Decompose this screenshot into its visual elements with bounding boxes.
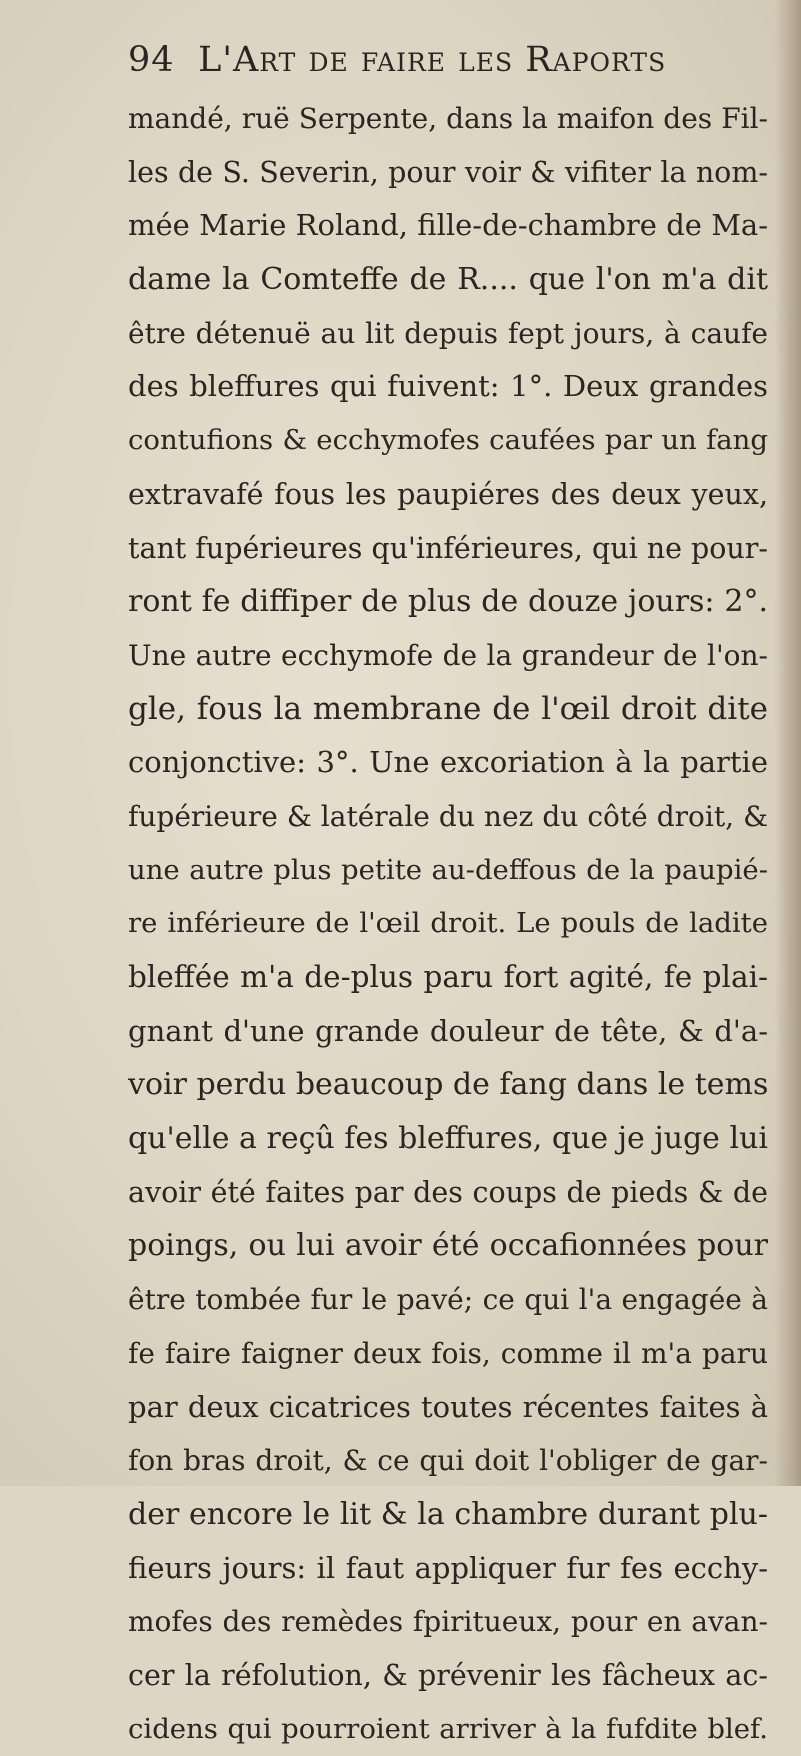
text-line: mée Marie Roland, fille-de-chambre de Ma- xyxy=(128,208,768,243)
text-line: der encore le lit & la chambre durant plu- xyxy=(128,1496,768,1532)
body-text xyxy=(128,92,768,1756)
page-number: 94 xyxy=(128,40,175,80)
page-gutter-shadow xyxy=(775,0,801,1486)
page-header xyxy=(128,40,768,96)
text-line: contufions & ecchymofes caufées par un fang xyxy=(128,424,768,457)
text-line: être détenuë au lit depuis fept jours, à caufe xyxy=(128,316,768,350)
text-line: fieurs jours: il faut appliquer fur fes ecchy- xyxy=(128,1550,768,1585)
text-line: gnant d'une grande douleur de tête, & d'a- xyxy=(128,1013,768,1048)
text-line: fon bras droit, & ce qui doit l'obliger de gar- xyxy=(128,1444,768,1478)
text-line: fe faire faigner deux fois, comme il m'a paru xyxy=(128,1336,768,1370)
text-line: tant fupérieures qu'inférieures, qui ne pour- xyxy=(128,531,768,565)
text-line: être tombée fur le pavé; ce qui l'a engagée à xyxy=(128,1283,768,1317)
text-line: re inférieure de l'œil droit. Le pouls de ladite xyxy=(128,907,768,940)
text-line: une autre plus petite au-deffous de la paupié- xyxy=(128,853,768,886)
text-line: bleffée m'a de-plus paru fort agité, fe plai- xyxy=(128,960,768,994)
text-line: les de S. Severin, pour voir & vifiter la nom- xyxy=(128,155,768,189)
text-line: dame la Comteffe de R.... que l'on m'a dit xyxy=(128,262,768,298)
text-line: voir perdu beaucoup de fang dans le tems xyxy=(128,1067,768,1103)
text-line: des bleffures qui fuivent: 1°. Deux grandes xyxy=(128,369,768,404)
text-line: conjonctive: 3°. Une excoriation à la partie xyxy=(128,745,768,780)
text-line: ront fe diffiper de plus de douze jours: 2°. xyxy=(128,584,768,620)
text-line: cer la réfolution, & prévenir les fâcheux ac- xyxy=(128,1658,768,1692)
text-line: Une autre ecchymofe de la grandeur de l'on- xyxy=(128,638,768,672)
text-line: avoir été faites par des coups de pieds & de xyxy=(128,1175,768,1209)
text-line: qu'elle a reçû fes bleffures, que je juge lui xyxy=(128,1121,768,1157)
text-line: fupérieure & latérale du nez du côté droit, & xyxy=(128,799,768,833)
text-line: extravafé fous les paupiéres des deux yeux, xyxy=(128,477,768,511)
text-line: gle, fous la membrane de l'œil droit dite xyxy=(128,690,768,727)
text-line: mofes des remèdes fpiritueux, pour en avan- xyxy=(128,1605,768,1639)
text-line: par deux cicatrices toutes récentes faites à xyxy=(128,1389,768,1424)
text-line: mandé, ruë Serpente, dans la maifon des Fil- xyxy=(128,102,768,135)
text-line: poings, ou lui avoir été occafionnées pour xyxy=(128,1228,768,1264)
running-title: L'Art de faire les Raports xyxy=(198,40,667,80)
text-line: cidens qui pourroient arriver à la fufdite blef. xyxy=(128,1712,768,1745)
